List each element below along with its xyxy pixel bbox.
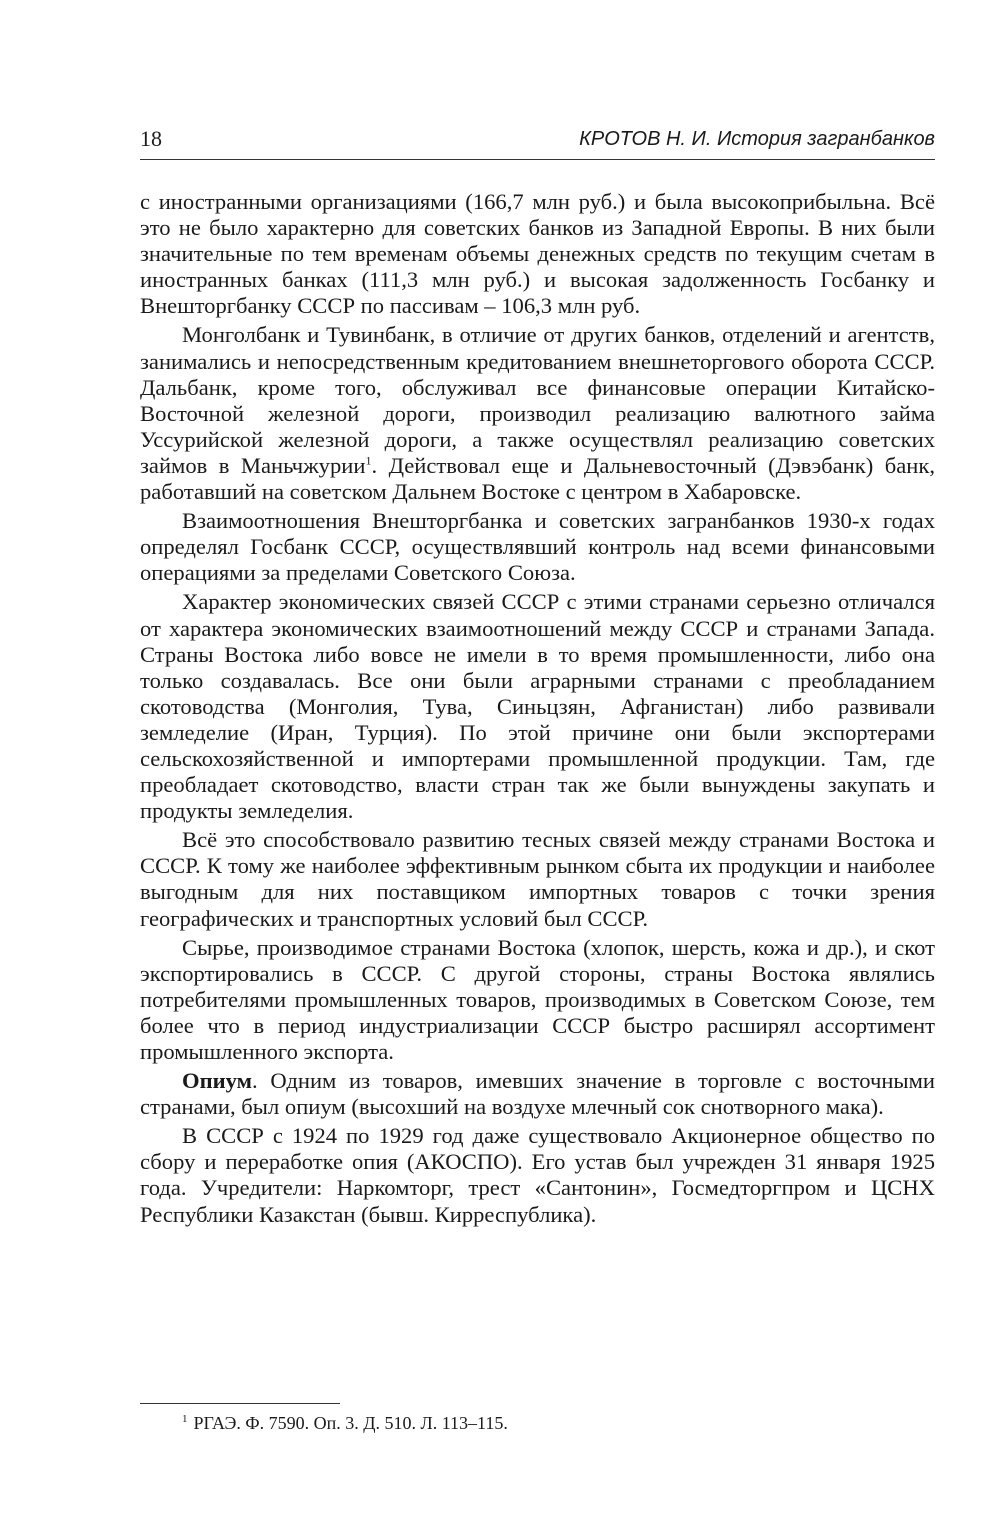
- running-head: КРОТОВ Н. И. История загранбанков: [579, 128, 935, 150]
- body-text: [140, 189, 935, 1228]
- paragraph-2-continuation: . Действовал еще и Дальневосточный (Дэвэбанк) банк, работавший на советском Дальнем Востоке с центром в Хабаровске.: [140, 452, 935, 505]
- paragraph-7-text: Одним из товаров, имевших значение в торговле с восточными странами, был опиум (высохший на воздухе млечный сок снотворного мака).: [140, 1068, 936, 1120]
- paragraph-2: [140, 322, 935, 505]
- paragraph-2-text: Монголбанк и Тувинбанк, в отличие от других банков, отделений и агентств, занимались и непосредственным кредитованием внешнеторгового оборота СССР. Дальбанк, кроме того, обслуживал все финансовые операции Китайско-Восточной железной дороги, производил реализацию валютного займа Уссурийской железной дороги, а также осуществлял реализацию советских займов в Маньчжурии: [140, 322, 935, 478]
- paragraph-3: Взаимоотношения Внешторгбанка и советских загранбанков 1930-х годах определял Госбанк СССР, осуществлявший контроль над всеми финансовыми операциями за пределами Советского Союза.: [140, 508, 935, 586]
- footnote: [182, 1411, 882, 1435]
- paragraph-6: Сырье, производимое странами Востока (хлопок, шерсть, кожа и др.), и скот экспортировались в СССР. С другой стороны, страны Востока являлись потребителями промышленных товаров, производимых в Советском Союзе, тем более что в период индустриализации СССР быстро расширял ассортимент промышленного экспорта.: [140, 934, 935, 1064]
- section-lead-opium: Опиум: [182, 1068, 252, 1094]
- paragraph-7: [140, 1068, 935, 1120]
- paragraph-5: Всё это способствовало развитию тесных связей между странами Востока и СССР. К тому же наиболее эффективным рынком сбыта их продукции и наиболее выгодным для них поставщиком импортных товаров с точки зрения географических и транспортных условий был СССР.: [140, 827, 935, 931]
- page-header: [140, 124, 935, 158]
- footnote-number: 1: [182, 1413, 188, 1425]
- footnote-rule: [140, 1403, 340, 1404]
- footnote-reference[interactable]: 1: [365, 453, 372, 468]
- paragraph-1: с иностранными организациями (166,7 млн руб.) и была высокоприбыльна. Всё это не было характерно для советских банков из Западной Европы. В них были значительные по тем временам объемы денежных средств по текущим счетам в иностранных банках (111,3 млн руб.) и высокая задолженность Госбанку и Внешторгбанку СССР по пассивам – 106,3 млн руб.: [140, 189, 935, 319]
- paragraph-4: Характер экономических связей СССР с этими странами серьезно отличался от характера экономических взаимоотношений между СССР и странами Запада. Страны Востока либо вовсе не имели в то время промышленности, либо она только создавалась. Все они были аграрными странами с преобладанием скотоводства (Монголия, Тува, Синьцзян, Афганистан) либо развивали земледелие (Иран, Турция). По этой причине они были экспортерами сельскохозяйственной и импортерами промышленной продукции. Там, где преобладает скотоводство, власти стран так же были вынуждены закупать и продукты земледелия.: [140, 589, 935, 824]
- page-number: 18: [140, 126, 162, 151]
- paragraph-8: В СССР с 1924 по 1929 год даже существовало Акционерное общество по сбору и переработке опия (АКОСПО). Его устав был учрежден 31 января 1925 года. Учредители: Наркомторг, трест «Сантонин», Госмедторгпром и ЦСНХ Республики Казакстан (бывш. Кирреспублика).: [140, 1123, 935, 1227]
- footnote-text: РГАЭ. Ф. 7590. Оп. 3. Д. 510. Л. 113–115.: [193, 1413, 508, 1433]
- section-lead-separator: .: [252, 1068, 271, 1094]
- header-rule: [140, 159, 935, 160]
